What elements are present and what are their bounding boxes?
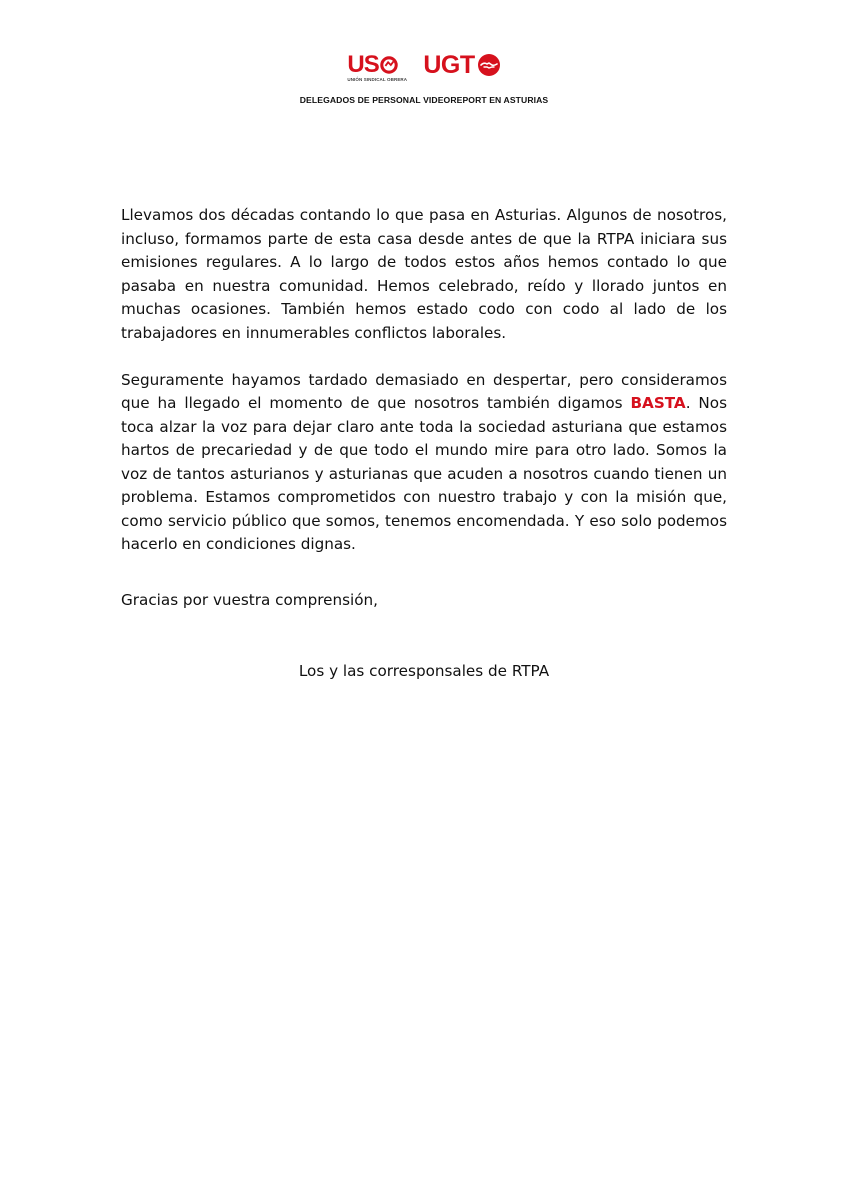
paragraph-2-start: Seguramente hayamos tardado demasiado en despertar, pero consideramos que ha llegado el momento de que nosotros también digamos bbox=[121, 370, 727, 412]
paragraph-1: Llevamos dos décadas contando lo que pasa en Asturias. Algunos de nosotros, incluso, formamos parte de esta casa desde antes de que la RTPA iniciara sus emisiones regulares. A lo largo de todos estos años hemos contado lo que pasaba en nuestra comunidad. Hemos celebrado, reído y llorado juntos en muchas ocasiones. También hemos estado codo con codo al lado de los trabajadores en innumerables conflictos laborales. bbox=[121, 206, 727, 342]
closing-line: Gracias por vuestra comprensión, bbox=[121, 591, 378, 609]
document-header-title: DELEGADOS DE PERSONAL VIDEOREPORT EN ASTURIAS bbox=[299, 95, 549, 105]
letter-body bbox=[121, 204, 727, 557]
uso-logo bbox=[347, 52, 409, 86]
ugt-logo bbox=[423, 52, 500, 78]
paragraph-2-end: . Nos toca alzar la voz para dejar claro ante toda la sociedad asturiana que estamos hartos de precariedad y de que todo el mundo mire para otro lado. Somos la voz de tantos asturianos y asturianas que acuden a nosotros cuando tienen un problema. Estamos comprometidos con nuestro trabajo y con la misión que, como servicio público que somos, tenemos encomendada. Y eso solo podemos hacerlo en condiciones dignas. bbox=[121, 394, 727, 553]
union-logos bbox=[0, 52, 848, 86]
ugt-logo-text: UGT bbox=[423, 51, 475, 79]
basta-emphasis: BASTA bbox=[630, 394, 686, 412]
paragraph-2 bbox=[121, 369, 727, 557]
uso-subtitle: UNIÓN SINDICAL OBRERA bbox=[347, 77, 408, 82]
handshake-icon bbox=[477, 53, 501, 77]
signature: Los y las corresponsales de RTPA bbox=[298, 662, 550, 680]
uso-o-emblem-icon bbox=[380, 56, 398, 74]
uso-logo-letters: US bbox=[347, 51, 379, 78]
